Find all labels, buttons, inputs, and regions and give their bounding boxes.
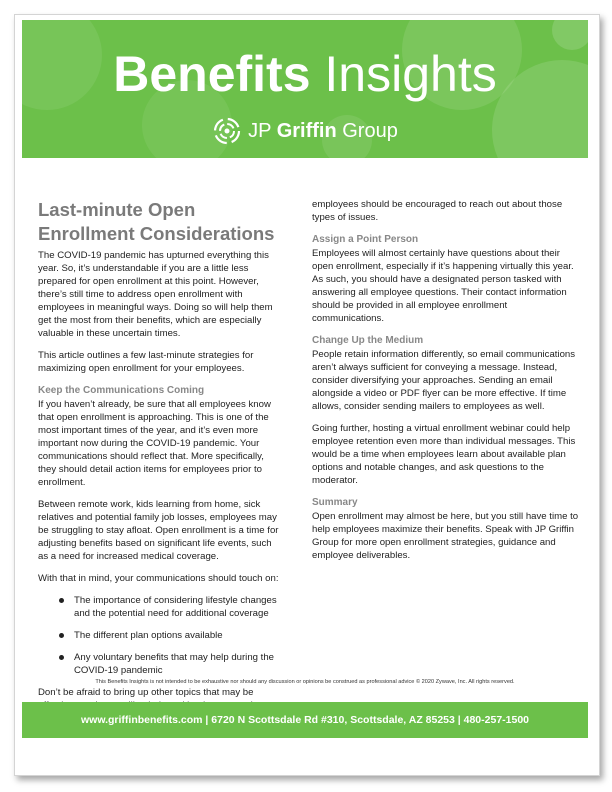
newsletter-title: Benefits Insights [113, 46, 497, 102]
swirl-logo-icon [212, 116, 242, 146]
header-banner [22, 20, 588, 158]
list-item: The importance of considering lifestyle changes and the potential need for additional coverage [38, 594, 280, 620]
section-heading: Keep the Communications Coming [38, 385, 205, 396]
bullet-list [38, 594, 280, 677]
right-column [312, 198, 580, 571]
section-heading: Summary [312, 497, 358, 508]
paragraph: This article outlines a few last-minute strategies for maximizing open enrollment for your employees. [38, 350, 254, 374]
paragraph: Between remote work, kids learning from home, sick relatives and potential family job losses, employees may be struggling to stay afloat. Open enrollment is a time for adjusting benefits based on significant life events, such as a need for increased medical coverage. [38, 499, 279, 562]
company-name: JP Griffin Group [248, 119, 398, 142]
paragraph: Going further, hosting a virtual enrollment webinar could help employee retention even more than individual messages. This would be a time when employees learn about available plan options and notable changes, and ask questions to the moderator. [312, 423, 576, 486]
footer-contact-bar: www.griffinbenefits.com | 6720 N Scottsdale Rd #310, Scottsdale, AZ 85253 | 480-257-1500 [22, 702, 588, 738]
company-logo [22, 116, 588, 146]
paragraph: Open enrollment may almost be here, but you still have time to help employees maximize their benefits. Speak with JP Griffin Group for more open enrollment strategies, guidance and employee deliverables. [312, 511, 579, 561]
paragraph: employees should be encouraged to reach out about those types of issues. [312, 199, 563, 223]
paragraph: People retain information differently, so email communications aren’t always sufficient for conveying a message. Instead, consider diversifying your approaches. Sending an email alongside a video or PDF flyer can be more effective. If time allows, consider sending mailers to employees as well. [312, 349, 576, 412]
paragraph: Don’t be afraid to bring up other topics that may be [38, 687, 254, 698]
paragraph: If you haven’t already, be sure that all employees know that open enrollment is approaching. This is one of the most important times of the year, and it’s even more important now during the COVID-19 pandemic. Your communications should reflect that. More specifically, they should detail action items for employees prior to enrollment. [38, 399, 271, 488]
article-title: Last-minute Open Enrollment Considerations [38, 199, 275, 244]
paragraph: With that in mind, your communications should touch on: [38, 573, 279, 584]
disclaimer-text: This Benefits Insights is not intended to be exhaustive nor should any discussion or opinions be construed as professional advice © 2020 Zywave, Inc. All rights reserved. [95, 679, 515, 685]
list-item: The different plan options available [38, 629, 280, 642]
list-item: Any voluntary benefits that may help during the COVID-19 pandemic [38, 651, 280, 677]
section-heading: Change Up the Medium [312, 335, 424, 346]
left-column [38, 198, 280, 734]
paragraph: Employees will almost certainly have questions about their open enrollment, especially if it’s happening virtually this year. As such, you should have a designated person tasked with answering all employee questions. Their contact information should be provided in all employee enrollment communications. [312, 248, 574, 324]
paragraph: The COVID-19 pandemic has upturned everything this year. So, it’s understandable if you are a little less prepared for open enrollment at this point. However, there’s still time to address open enrollment with employees in meaningful ways. Doing so will help them get the most from their benefits, which are especially valuable in these uncertain times. [38, 250, 273, 339]
section-heading: Assign a Point Person [312, 234, 419, 245]
